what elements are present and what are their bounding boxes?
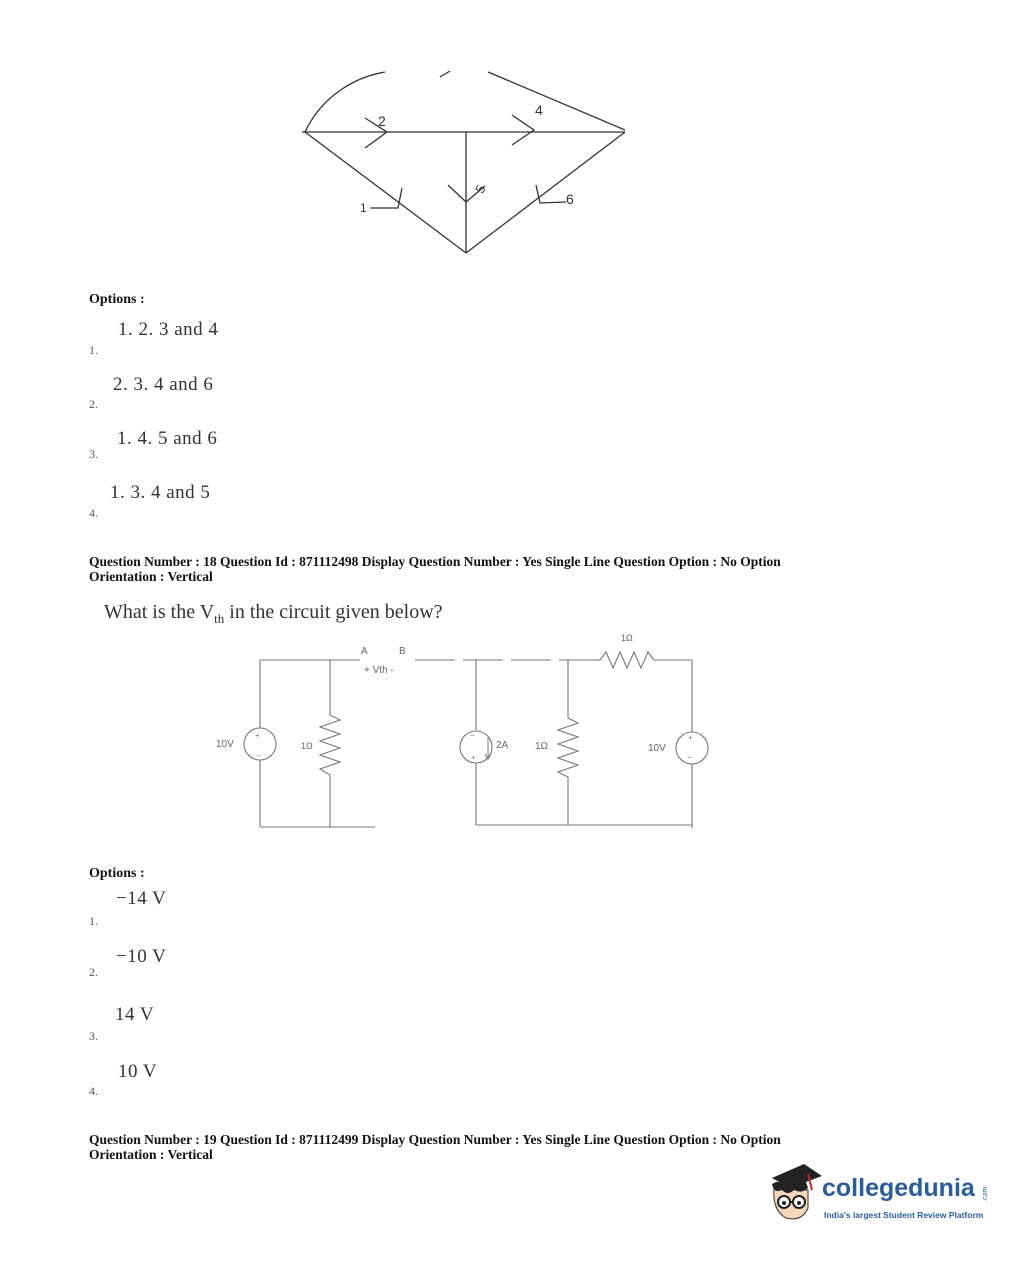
option-number: 3.: [89, 447, 98, 461]
resistor-left-label: 1Ω: [301, 741, 313, 751]
question-meta-line: Question Number : 18 Question Id : 871112498 Display Question Number : Yes Single Line Question Option : No Option: [89, 554, 781, 569]
question-text-suffix: in the circuit given below?: [224, 601, 443, 623]
question-meta: [89, 1132, 869, 1162]
options-heading: Options :: [89, 292, 145, 307]
graph-figure: [290, 60, 640, 260]
option-number: 4.: [89, 506, 98, 520]
svg-text:−: −: [687, 753, 692, 762]
svg-text:+: +: [471, 753, 476, 762]
source-left-label: 10V: [216, 739, 234, 750]
terminal-b-label: B: [399, 646, 406, 657]
options-heading: Options :: [89, 866, 145, 881]
question-meta-line: Orientation : Vertical: [89, 1147, 213, 1162]
option-number: 2.: [89, 965, 98, 979]
mascot-icon: [764, 1160, 824, 1224]
resistor-mid-label: 1Ω: [535, 741, 549, 752]
svg-text:−: −: [256, 751, 261, 760]
branch-label: 1: [360, 201, 367, 215]
svg-text:+: +: [255, 731, 260, 740]
svg-text:−: −: [470, 731, 475, 740]
collegedunia-watermark: [764, 1160, 994, 1230]
branch-label: 6: [566, 191, 574, 207]
vth-label: + Vth -: [364, 665, 394, 676]
option-text[interactable]: −14 V: [116, 888, 167, 909]
question-text-prefix: What is the V: [104, 601, 215, 623]
option-number: 1.: [89, 914, 98, 928]
current-source-label: 2A: [496, 740, 509, 751]
option-text[interactable]: 1. 3. 4 and 5: [110, 482, 211, 503]
question-meta: [89, 554, 869, 584]
option-text[interactable]: 2. 3. 4 and 6: [113, 374, 214, 395]
branch-label: 4: [535, 102, 543, 118]
terminal-a-label: A: [361, 646, 368, 657]
option-text[interactable]: 1. 2. 3 and 4: [118, 319, 219, 340]
brand-name: collegedunia: [822, 1174, 975, 1202]
svg-text:+: +: [688, 733, 693, 742]
question-meta-line: Orientation : Vertical: [89, 569, 213, 584]
brand-tagline: India's largest Student Review Platform: [824, 1210, 984, 1220]
option-text[interactable]: 1. 4. 5 and 6: [117, 428, 218, 449]
option-number: 1.: [89, 343, 98, 357]
branch-label: 5: [472, 182, 489, 196]
resistor-top-label: 1Ω: [621, 633, 633, 643]
option-text[interactable]: 14 V: [115, 1004, 155, 1025]
question-text: [104, 601, 443, 627]
branch-label: 2: [378, 113, 386, 129]
circuit-diagram: [200, 630, 720, 835]
question-meta-line: Question Number : 19 Question Id : 871112499 Display Question Number : Yes Single Line Question Option : No Option: [89, 1132, 781, 1147]
option-number: 3.: [89, 1029, 98, 1043]
option-number: 2.: [89, 397, 98, 411]
option-text[interactable]: 10 V: [118, 1061, 158, 1082]
question-text-subscript: th: [214, 611, 225, 626]
option-number: 4.: [89, 1084, 98, 1098]
source-right-label: 10V: [648, 743, 666, 754]
brand-suffix: .com: [982, 1186, 989, 1202]
option-text[interactable]: −10 V: [116, 946, 167, 967]
